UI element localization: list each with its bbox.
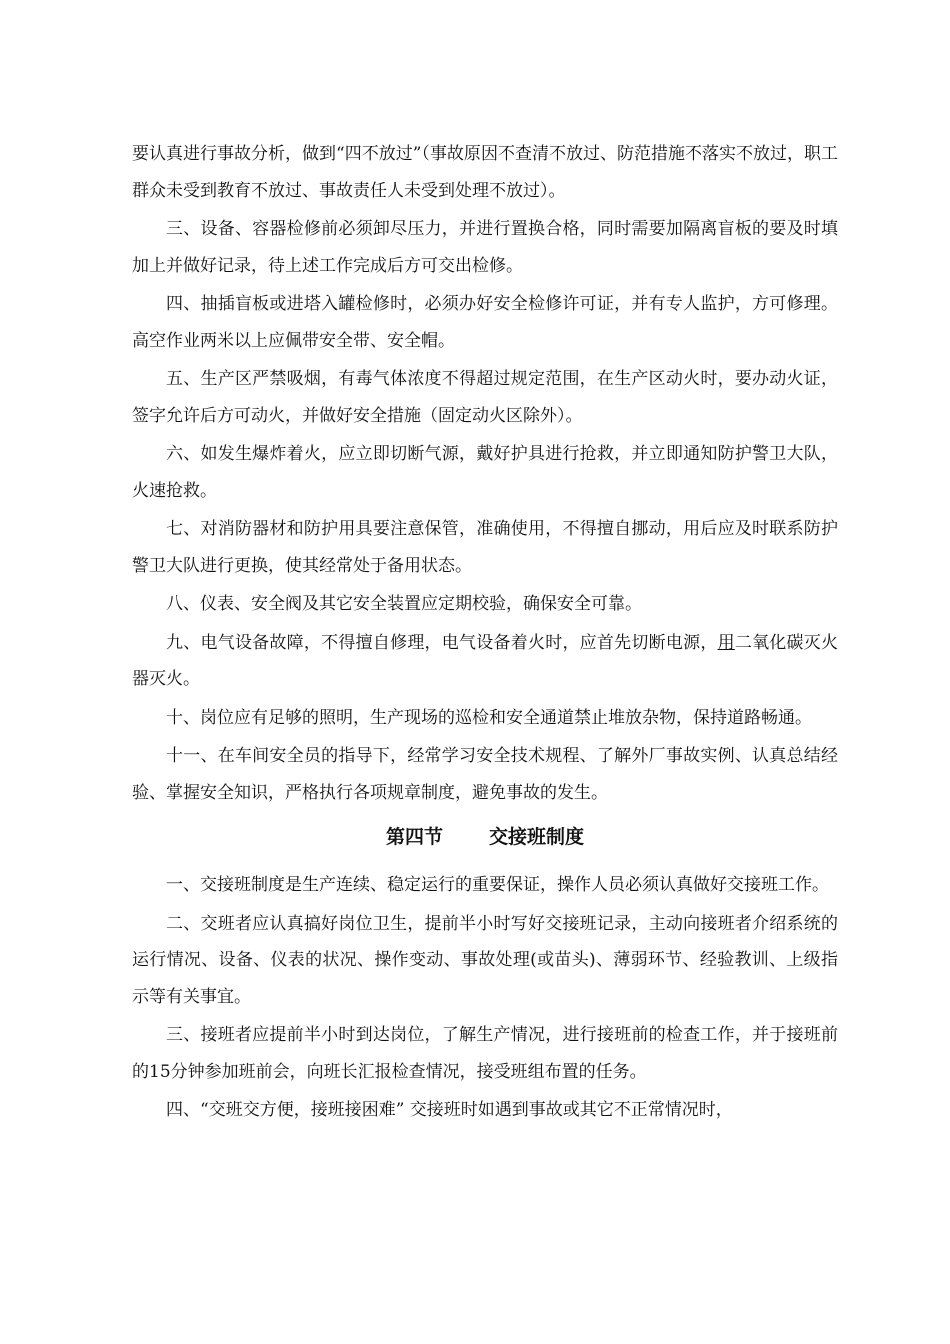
section-heading xyxy=(132,819,838,855)
rule-9-text-before: 九、电气设备故障，不得擅自修理，电气设备着火时，应首先切断电源， xyxy=(166,632,718,653)
paragraph-rule-8: 八、仪表、安全阀及其它安全装置应定期校验，确保安全可靠。 xyxy=(166,594,642,614)
paragraph-shift-rule-3: 三、接班者应提前半小时到达岗位，了解生产情况，进行接班前的检查工作，并于接班前的15分钟参加班前会，向班长汇报检查情况，接受班组布置的任务。 xyxy=(132,1025,838,1082)
paragraph-rule-7: 七、对消防器材和防护用具要注意保管，准确使用，不得擅自挪动，用后应及时联系防护警卫大队进行更换，使其经常处于备用状态。 xyxy=(132,519,838,576)
rule-9-underlined-text: 用 xyxy=(717,632,735,653)
section-number: 第四节 xyxy=(385,826,443,848)
paragraph-rule-3: 三、设备、容器检修前必须卸尽压力，并进行置换合格，同时需要加隔离盲板的要及时填加上并做好记录，待上述工作完成后方可交出检修。 xyxy=(132,219,838,276)
rule-9-text-after: 二氧化碳灭火器灭火。 xyxy=(132,632,839,689)
paragraph-accident-analysis: 要认真进行事故分析，做到“四不放过”（事故原因不查清不放过、防范措施不落实不放过，职工群众未受到教育不放过、事故责任人未受到处理不放过）。 xyxy=(132,144,838,201)
paragraph-rule-9 xyxy=(132,625,838,698)
paragraph-rule-6: 六、如发生爆炸着火，应立即切断气源，戴好护具进行抢救，并立即通知防护警卫大队，火速抢救。 xyxy=(132,444,838,501)
paragraph-shift-rule-1: 一、交接班制度是生产连续、稳定运行的重要保证，操作人员必须认真做好交接班工作。 xyxy=(166,875,829,895)
document-body xyxy=(132,136,838,1131)
paragraph-rule-11: 十一、在车间安全员的指导下，经常学习安全技术规程、了解外厂事故实例、认真总结经验、掌握安全知识，严格执行各项规章制度，避免事故的发生。 xyxy=(132,746,838,803)
paragraph-rule-4: 四、抽插盲板或进塔入罐检修时，必须办好安全检修许可证，并有专人监护，方可修理。高空作业两米以上应佩带安全带、安全帽。 xyxy=(132,294,838,351)
paragraph-shift-rule-4: 四、“交班交方便，接班接困难” 交接班时如遇到事故或其它不正常情况时， xyxy=(166,1100,733,1120)
paragraph-rule-5: 五、生产区严禁吸烟，有毒气体浓度不得超过规定范围，在生产区动火时，要办动火证，签字允许后方可动火，并做好安全措施（固定动火区除外）。 xyxy=(132,369,838,426)
paragraph-shift-rule-2: 二、交班者应认真搞好岗位卫生，提前半小时写好交接班记录，主动向接班者介绍系统的运行情况、设备、仪表的状况、操作变动、事故处理(或苗头)、薄弱环节、经验教训、上级指示等有关事宜。 xyxy=(132,913,838,1007)
paragraph-rule-10: 十、岗位应有足够的照明，生产现场的巡检和安全通道禁止堆放杂物，保持道路畅通。 xyxy=(166,707,812,728)
section-title: 交接班制度 xyxy=(489,826,585,848)
